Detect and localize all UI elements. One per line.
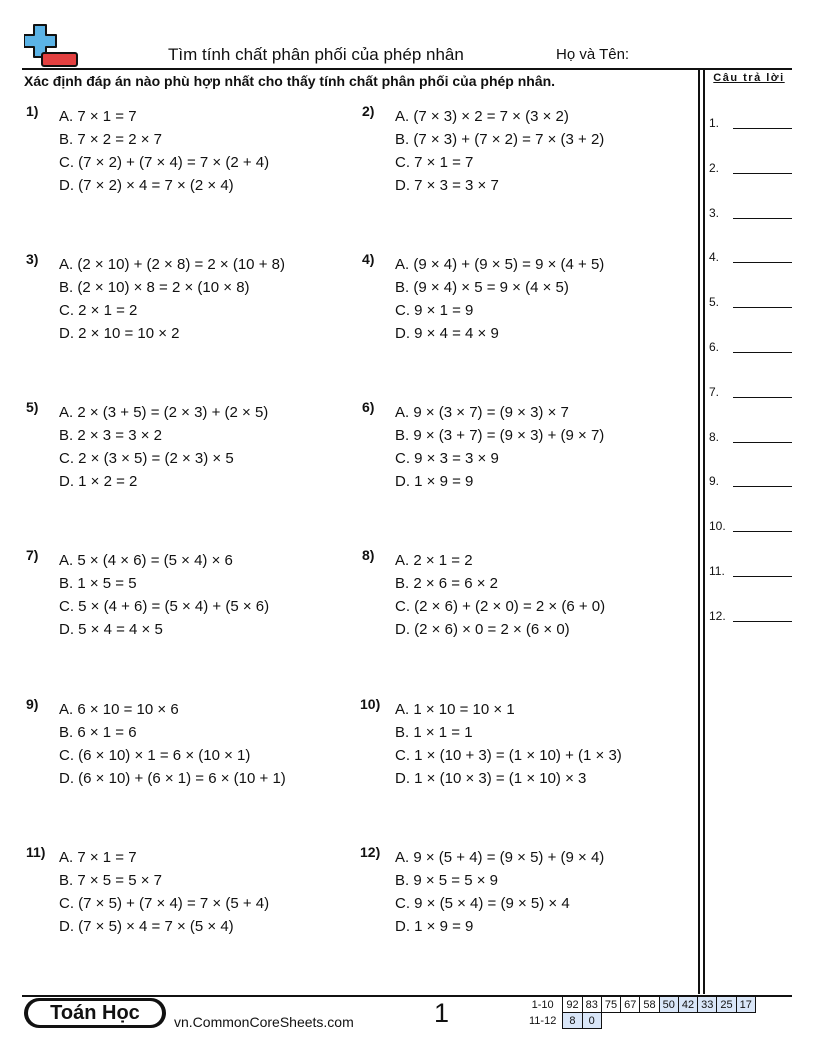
answer-number: 6. (709, 340, 720, 354)
answer-blank[interactable] (733, 442, 792, 443)
choice-a: A. (2 × 10) + (2 × 8) = 2 × (10 + 8) (59, 256, 285, 273)
site-url: vn.CommonCoreSheets.com (174, 1014, 354, 1030)
score-cell: 17 (736, 997, 755, 1013)
choice-d: D. 2 × 10 = 10 × 2 (59, 325, 180, 342)
plus-minus-logo-icon (24, 24, 80, 68)
page-number: 1 (434, 998, 450, 1028)
question-number: 9) (26, 696, 39, 712)
choice-d: D. (7 × 2) × 4 = 7 × (2 × 4) (59, 177, 234, 194)
choice-c: C. (7 × 5) + (7 × 4) = 7 × (5 + 4) (59, 895, 270, 912)
choice-d: D. 1 × 9 = 9 (395, 473, 474, 490)
choice-a: A. 9 × (5 + 4) = (9 × 5) + (9 × 4) (395, 849, 605, 866)
choice-d: D. (6 × 10) + (6 × 1) = 6 × (10 + 1) (59, 770, 286, 787)
answer-blank[interactable] (733, 128, 792, 129)
answer-column-divider (703, 68, 705, 994)
choice-c: C. (2 × 6) + (2 × 0) = 2 × (6 + 0) (395, 598, 606, 615)
answer-key-title: Câu trả lời (713, 72, 785, 84)
choice-d: D. 1 × (10 × 3) = (1 × 10) × 3 (395, 770, 587, 787)
question-number: 3) (26, 251, 39, 267)
brand-badge (24, 998, 166, 1028)
choice-d: D. 5 × 4 = 4 × 5 (59, 621, 163, 638)
answer-row (709, 206, 793, 226)
answer-row (709, 250, 793, 270)
choice-d: D. 9 × 4 = 4 × 9 (395, 325, 499, 342)
answer-row (709, 385, 793, 405)
score-cell: 42 (678, 997, 697, 1013)
choice-b: B. 6 × 1 = 6 (59, 724, 137, 741)
score-cell: 33 (698, 997, 717, 1013)
choice-a: A. 6 × 10 = 10 × 6 (59, 701, 179, 718)
answer-row (709, 295, 793, 315)
score-cell: 0 (582, 1013, 601, 1029)
choice-a: A. 1 × 10 = 10 × 1 (395, 701, 515, 718)
answer-blank[interactable] (733, 531, 792, 532)
choice-b: B. 7 × 5 = 5 × 7 (59, 872, 162, 889)
answer-number: 4. (709, 250, 720, 264)
choice-c: C. 9 × (5 × 4) = (9 × 5) × 4 (395, 895, 570, 912)
score-cell: 8 (563, 1013, 582, 1029)
choice-b: B. 7 × 2 = 2 × 7 (59, 131, 162, 148)
question-number: 4) (362, 251, 375, 267)
choice-c: C. 7 × 1 = 7 (395, 154, 474, 171)
question-number: 11) (26, 844, 46, 860)
question-number: 5) (26, 399, 39, 415)
answer-row (709, 161, 793, 181)
answer-row (709, 564, 793, 584)
score-cell: 25 (717, 997, 736, 1013)
choice-b: B. 9 × 5 = 5 × 9 (395, 872, 498, 889)
answer-blank[interactable] (733, 486, 792, 487)
choice-b: B. 9 × (3 + 7) = (9 × 3) + (9 × 7) (395, 427, 605, 444)
answer-number: 5. (709, 295, 720, 309)
choice-b: B. (9 × 4) × 5 = 9 × (4 × 5) (395, 279, 569, 296)
choice-b: B. 1 × 1 = 1 (395, 724, 473, 741)
answer-row (709, 519, 793, 539)
question-number: 1) (26, 103, 39, 119)
answer-number: 8. (709, 430, 720, 444)
score-cell: 58 (640, 997, 659, 1013)
score-row-label: 11-12 (529, 1014, 557, 1027)
choice-c: C. 9 × 1 = 9 (395, 302, 474, 319)
choice-a: A. 5 × (4 × 6) = (5 × 4) × 6 (59, 552, 233, 569)
brand-label: Toán Học (28, 1001, 162, 1025)
answer-row (709, 609, 793, 629)
score-cell: 50 (659, 997, 678, 1013)
choice-b: B. 1 × 5 = 5 (59, 575, 137, 592)
choice-a: A. 7 × 1 = 7 (59, 849, 137, 866)
score-table (526, 996, 756, 1029)
score-cell: 67 (621, 997, 640, 1013)
choice-b: B. (2 × 10) × 8 = 2 × (10 × 8) (59, 279, 250, 296)
choice-a: A. 7 × 1 = 7 (59, 108, 137, 125)
choice-a: A. (9 × 4) + (9 × 5) = 9 × (4 + 5) (395, 256, 605, 273)
answer-blank[interactable] (733, 262, 792, 263)
choice-c: C. 1 × (10 + 3) = (1 × 10) + (1 × 3) (395, 747, 622, 764)
choice-a: A. 9 × (3 × 7) = (9 × 3) × 7 (395, 404, 569, 421)
choice-d: D. (2 × 6) × 0 = 2 × (6 × 0) (395, 621, 570, 638)
answer-number: 2. (709, 161, 720, 175)
question-number: 8) (362, 547, 375, 563)
choice-c: C. 2 × (3 × 5) = (2 × 3) × 5 (59, 450, 234, 467)
score-cell: 92 (563, 997, 582, 1013)
name-label: Họ và Tên: (556, 46, 630, 63)
answer-number: 9. (709, 474, 720, 488)
question-number: 6) (362, 399, 375, 415)
choice-d: D. (7 × 5) × 4 = 7 × (5 × 4) (59, 918, 234, 935)
answer-row (709, 116, 793, 136)
answer-row (709, 340, 793, 360)
choice-c: C. 5 × (4 + 6) = (5 × 4) + (5 × 6) (59, 598, 270, 615)
question-number: 12) (360, 844, 381, 860)
answer-blank[interactable] (733, 307, 792, 308)
question-number: 10) (360, 696, 381, 712)
answer-number: 10. (709, 519, 726, 533)
choice-c: C. (7 × 2) + (7 × 4) = 7 × (2 + 4) (59, 154, 270, 171)
answer-blank[interactable] (733, 173, 792, 174)
choice-a: A. (7 × 3) × 2 = 7 × (3 × 2) (395, 108, 569, 125)
answer-number: 12. (709, 609, 726, 623)
score-cell: 75 (601, 997, 620, 1013)
answer-number: 3. (709, 206, 720, 220)
score-cell: 83 (582, 997, 601, 1013)
answer-row (709, 474, 793, 494)
answer-number: 11. (709, 564, 725, 578)
worksheet-title: Tìm tính chất phân phối của phép nhân (168, 45, 464, 64)
answer-blank[interactable] (733, 621, 792, 622)
header-divider (22, 68, 792, 70)
answer-blank[interactable] (733, 397, 792, 398)
answer-number: 7. (709, 385, 720, 399)
choice-a: A. 2 × 1 = 2 (395, 552, 473, 569)
choice-b: B. (7 × 3) + (7 × 2) = 7 × (3 + 2) (395, 131, 605, 148)
choice-b: B. 2 × 6 = 6 × 2 (395, 575, 498, 592)
choice-c: C. (6 × 10) × 1 = 6 × (10 × 1) (59, 747, 251, 764)
question-number: 7) (26, 547, 39, 563)
question-number: 2) (362, 103, 375, 119)
score-row (526, 997, 755, 1013)
answer-blank[interactable] (733, 352, 792, 353)
answer-blank[interactable] (733, 576, 792, 577)
choice-d: D. 1 × 2 = 2 (59, 473, 138, 490)
answer-blank[interactable] (733, 218, 792, 219)
choice-d: D. 1 × 9 = 9 (395, 918, 474, 935)
choice-b: B. 2 × 3 = 3 × 2 (59, 427, 162, 444)
choice-c: C. 2 × 1 = 2 (59, 302, 138, 319)
choice-a: A. 2 × (3 + 5) = (2 × 3) + (2 × 5) (59, 404, 269, 421)
answer-column-divider (698, 68, 700, 994)
choice-d: D. 7 × 3 = 3 × 7 (395, 177, 499, 194)
instructions: Xác định đáp án nào phù hợp nhất cho thấy tính chất phân phối của phép nhân. (24, 73, 556, 89)
choice-c: C. 9 × 3 = 3 × 9 (395, 450, 499, 467)
score-row (526, 1013, 755, 1029)
answer-row (709, 430, 793, 450)
score-row-label: 1-10 (531, 998, 554, 1011)
answer-number: 1. (709, 116, 720, 130)
